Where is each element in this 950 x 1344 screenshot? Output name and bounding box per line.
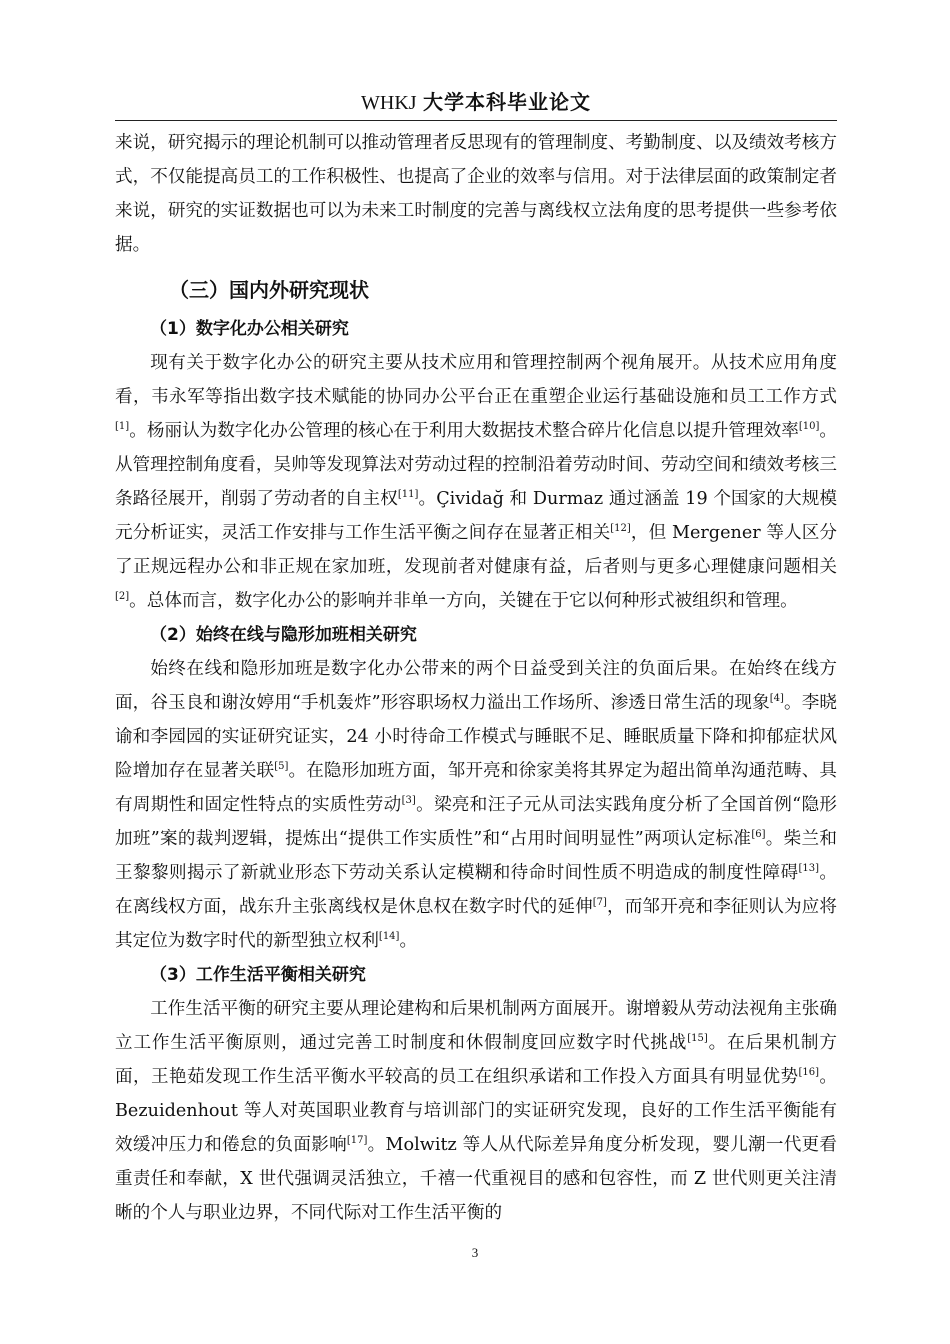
- citation: [15]: [687, 1033, 708, 1045]
- subsection-heading-1: （1）数字化办公相关研究: [150, 319, 349, 339]
- citation: [3]: [401, 795, 416, 807]
- citation: [2]: [115, 591, 130, 603]
- text-span: 。柴兰和王黎黎则揭示了新就业形态下劳动关系认定模糊和待命时间性质不明造成的制度性障碍: [115, 829, 837, 883]
- text-span: ，而邹开亮和李征则认为应将其定位为数字时代的新型独立权利: [115, 897, 837, 951]
- citation: [6]: [751, 829, 766, 841]
- citation: [10]: [798, 421, 820, 433]
- header-title: 大学本科毕业论文: [422, 90, 591, 114]
- subsection-heading-2: （2）始终在线与隐形加班相关研究: [150, 625, 417, 645]
- text-span: ，但 Mergener 等人区分了正规远程办公和非正规在家加班，发现前者对健康有益，后者则与更多心理健康问题相关: [115, 523, 837, 577]
- text-span: 。在隐形加班方面，邹开亮和徐家美将其界定为超出简单沟通范畴、具有周期性和固定性特点的实质性劳动: [115, 761, 837, 815]
- header-code: WHKJ: [361, 92, 417, 114]
- section-heading: （三）国内外研究现状: [169, 278, 369, 302]
- citation: [13]: [798, 863, 819, 875]
- citation: [1]: [115, 421, 130, 433]
- paragraph-always-on: [115, 652, 837, 958]
- text-span: 始终在线和隐形加班是数字化办公带来的两个日益受到关注的负面后果。在始终在线方面，谷玉良和谢汝婷用“手机轰炸”形容职场权力溢出工作场所、渗透日常生活的现象: [115, 659, 837, 713]
- paragraph-work-life-balance: [115, 992, 837, 1230]
- text-span: 工作生活平衡的研究主要从理论建构和后果机制两方面展开。谢增毅从劳动法视角主张确立工作生活平衡原则，通过完善工时制度和休假制度回应数字时代挑战: [115, 999, 837, 1053]
- text-span: 。在后果机制方面，王艳茹发现工作生活平衡水平较高的员工在组织承诺和工作投入方面具有明显优势: [115, 1033, 837, 1087]
- citation: [16]: [798, 1067, 819, 1079]
- paragraph-digital-office: [115, 346, 837, 618]
- text-span: 。Bezuidenhout 等人对英国职业教育与培训部门的实证研究发现，良好的工作生活平衡能有效缓冲压力和倦怠的负面影响: [115, 1067, 837, 1155]
- page-header: [115, 84, 837, 121]
- text-span: 。杨丽认为数字化办公管理的核心在于利用大数据技术整合碎片化信息以提升管理效率: [129, 421, 799, 441]
- citation: [17]: [346, 1135, 368, 1147]
- text-span: 。梁亮和汪子元从司法实践角度分析了全国首例“隐形加班”案的裁判逻辑，提炼出“提供工作实质性”和“占用时间明显性”两项认定标准: [115, 795, 837, 849]
- text-span: 。Çividağ 和 Durmaz 通过涵盖 19 个国家的大规模元分析证实，灵活工作安排与工作生活平衡之间存在显著正相关: [115, 489, 837, 543]
- citation: [12]: [610, 523, 631, 535]
- page-number: 3: [471, 1245, 479, 1260]
- text-span: 。从管理控制角度看，吴帅等发现算法对劳动过程的控制沿着劳动时间、劳动空间和绩效考核三条路径展开，削弱了劳动者的自主权: [115, 421, 837, 509]
- citation: [11]: [397, 489, 419, 501]
- page-body: [115, 126, 837, 1230]
- subsection-heading-3: （3）工作生活平衡相关研究: [150, 965, 366, 985]
- text-span: 。李晓谕和李园园的实证研究证实，24 小时待命工作模式与睡眠不足、睡眠质量下降和抑郁症状风险增加存在显著关联: [115, 693, 837, 781]
- paragraph-continuation: 来说，研究揭示的理论机制可以推动管理者反思现有的管理制度、考勤制度、以及绩效考核方式，不仅能提高员工的工作积极性、也提高了企业的效率与信用。对于法律层面的政策制定者来说，研究的实证数据也可以为未来工时制度的完善与离线权立法角度的思考提供一些参考依据。: [115, 133, 837, 255]
- text-span: 。: [399, 931, 418, 951]
- citation: [4]: [769, 693, 784, 705]
- citation: [5]: [274, 761, 289, 773]
- text-span: 。总体而言，数字化办公的影响并非单一方向，关键在于它以何种形式被组织和管理。: [129, 591, 798, 611]
- citation: [7]: [592, 897, 607, 909]
- citation: [14]: [378, 931, 400, 943]
- text-span: 现有关于数字化办公的研究主要从技术应用和管理控制两个视角展开。从技术应用角度看，韦永军等指出数字技术赋能的协同办公平台正在重塑企业运行基础设施和员工工作方式: [115, 353, 837, 407]
- text-span: 。在离线权方面，战东升主张离线权是休息权在数字时代的延伸: [115, 863, 837, 917]
- text-span: 。Molwitz 等人从代际差异角度分析发现，婴儿潮一代更看重责任和奉献，X 世代强调灵活独立，千禧一代重视目的感和包容性，而 Z 世代则更关注清晰的个人与职业边界，不同代际对工作生活平衡的: [115, 1135, 837, 1223]
